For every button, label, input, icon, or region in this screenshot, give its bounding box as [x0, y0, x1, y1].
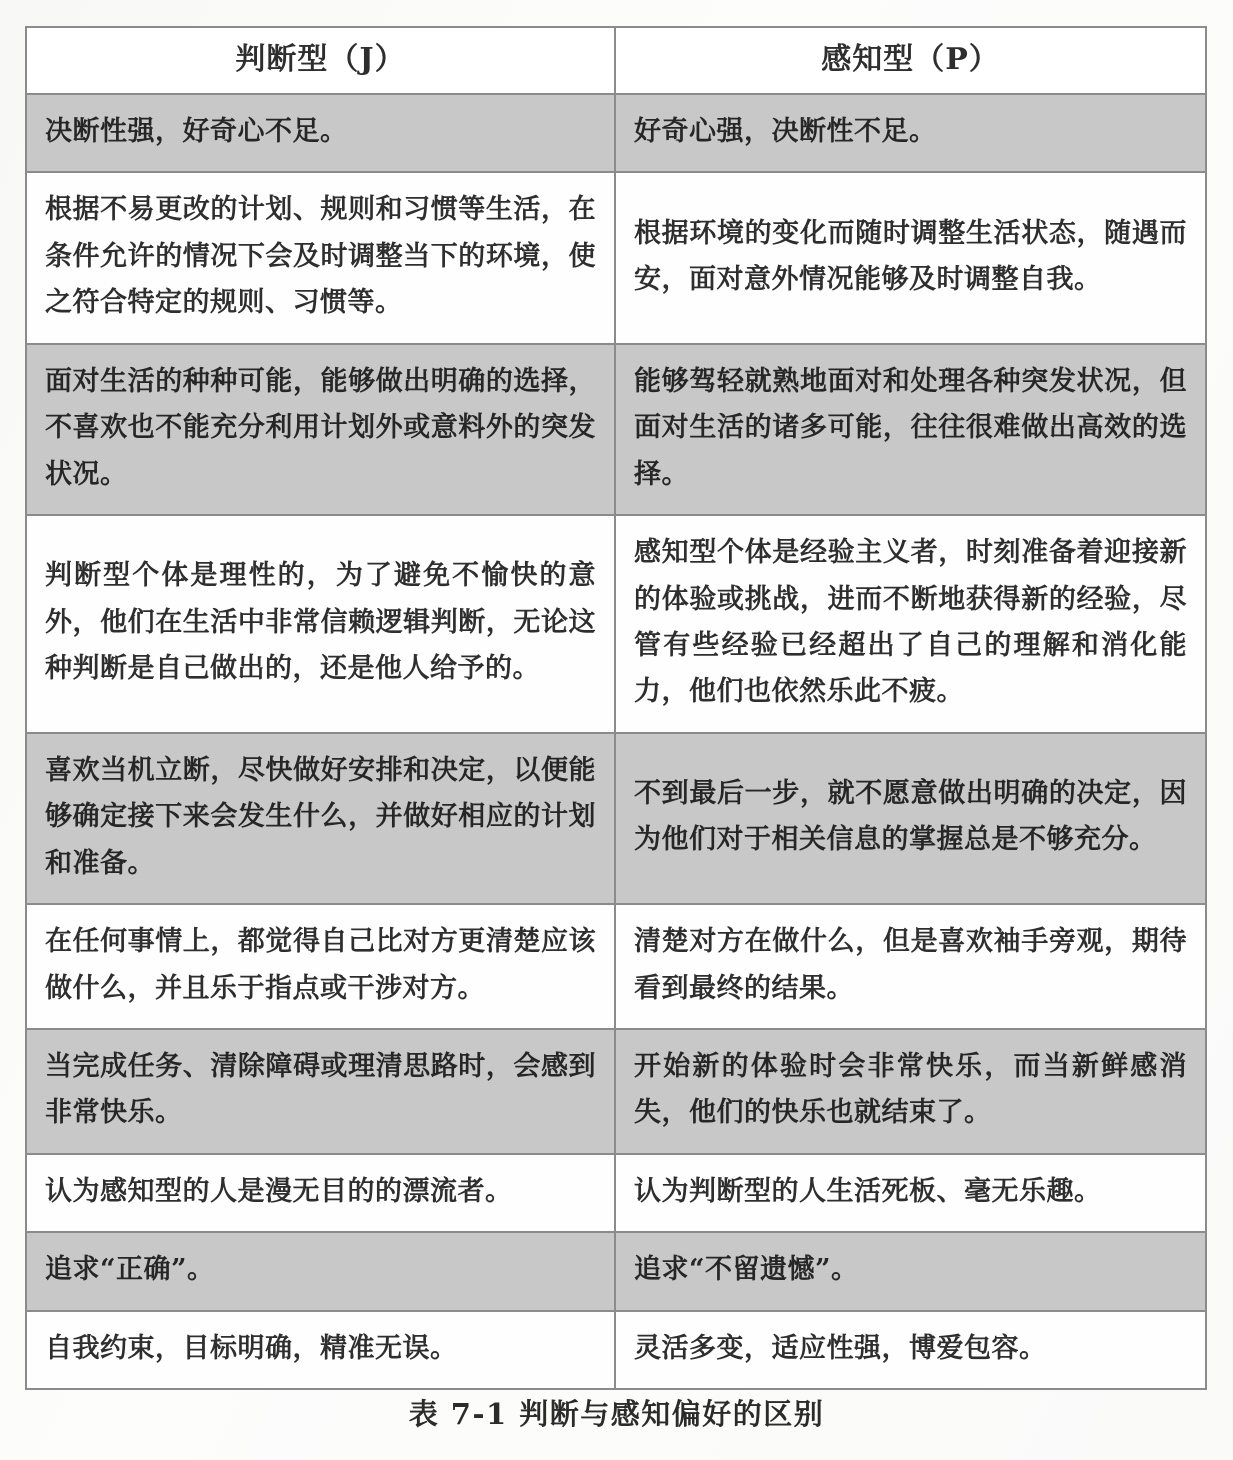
cell-perceiving: 能够驾轻就熟地面对和处理各种突发状况，但面对生活的诸多可能，往往很难做出高效的选择。 — [615, 344, 1206, 515]
cell-judging: 决断性强，好奇心不足。 — [26, 94, 615, 172]
column-header-perceiving: 感知型（P） — [615, 27, 1206, 94]
cell-perceiving: 追求“不留遗憾”。 — [615, 1232, 1206, 1310]
column-header-judging: 判断型（J） — [26, 27, 615, 94]
cell-judging: 认为感知型的人是漫无目的的漂流者。 — [26, 1154, 615, 1232]
cell-judging: 当完成任务、清除障碍或理清思路时，会感到非常快乐。 — [26, 1029, 615, 1154]
cell-perceiving: 根据环境的变化而随时调整生活状态，随遇而安，面对意外情况能够及时调整自我。 — [615, 172, 1206, 343]
table-row — [26, 1154, 1206, 1232]
table-row — [26, 1311, 1206, 1389]
cell-judging: 自我约束，目标明确，精准无误。 — [26, 1311, 615, 1389]
cell-judging: 在任何事情上，都觉得自己比对方更清楚应该做什么，并且乐于指点或干涉对方。 — [26, 904, 615, 1029]
cell-judging: 判断型个体是理性的，为了避免不愉快的意外，他们在生活中非常信赖逻辑判断，无论这种判断是自己做出的，还是他人给予的。 — [26, 515, 615, 733]
table-row — [26, 515, 1206, 733]
table-row — [26, 904, 1206, 1029]
cell-judging: 根据不易更改的计划、规则和习惯等生活，在条件允许的情况下会及时调整当下的环境，使之符合特定的规则、习惯等。 — [26, 172, 615, 343]
cell-judging: 追求“正确”。 — [26, 1232, 615, 1310]
table-row — [26, 1232, 1206, 1310]
table-caption: 表 7-1 判断与感知偏好的区别 — [408, 1397, 825, 1431]
cell-perceiving: 不到最后一步，就不愿意做出明确的决定，因为他们对于相关信息的掌握总是不够充分。 — [615, 733, 1206, 904]
cell-perceiving: 灵活多变，适应性强，博爱包容。 — [615, 1311, 1206, 1389]
cell-judging: 喜欢当机立断，尽快做好安排和决定，以便能够确定接下来会发生什么，并做好相应的计划和准备。 — [26, 733, 615, 904]
table-body — [26, 94, 1206, 1389]
table-row — [26, 733, 1206, 904]
cell-judging: 面对生活的种种可能，能够做出明确的选择，不喜欢也不能充分利用计划外或意料外的突发状况。 — [26, 344, 615, 515]
comparison-table-container — [25, 26, 1205, 1390]
table-row — [26, 1029, 1206, 1154]
table-row — [26, 344, 1206, 515]
cell-perceiving: 开始新的体验时会非常快乐，而当新鲜感消失，他们的快乐也就结束了。 — [615, 1029, 1206, 1154]
table-row — [26, 94, 1206, 172]
table-row — [26, 172, 1206, 343]
table-header-row — [26, 27, 1206, 94]
cell-perceiving: 感知型个体是经验主义者，时刻准备着迎接新的体验或挑战，进而不断地获得新的经验，尽管有些经验已经超出了自己的理解和消化能力，他们也依然乐此不疲。 — [615, 515, 1206, 733]
cell-perceiving: 清楚对方在做什么，但是喜欢袖手旁观，期待看到最终的结果。 — [615, 904, 1206, 1029]
judging-perceiving-table — [25, 26, 1207, 1390]
cell-perceiving: 好奇心强，决断性不足。 — [615, 94, 1206, 172]
table-header — [26, 27, 1206, 94]
cell-perceiving: 认为判断型的人生活死板、毫无乐趣。 — [615, 1154, 1206, 1232]
